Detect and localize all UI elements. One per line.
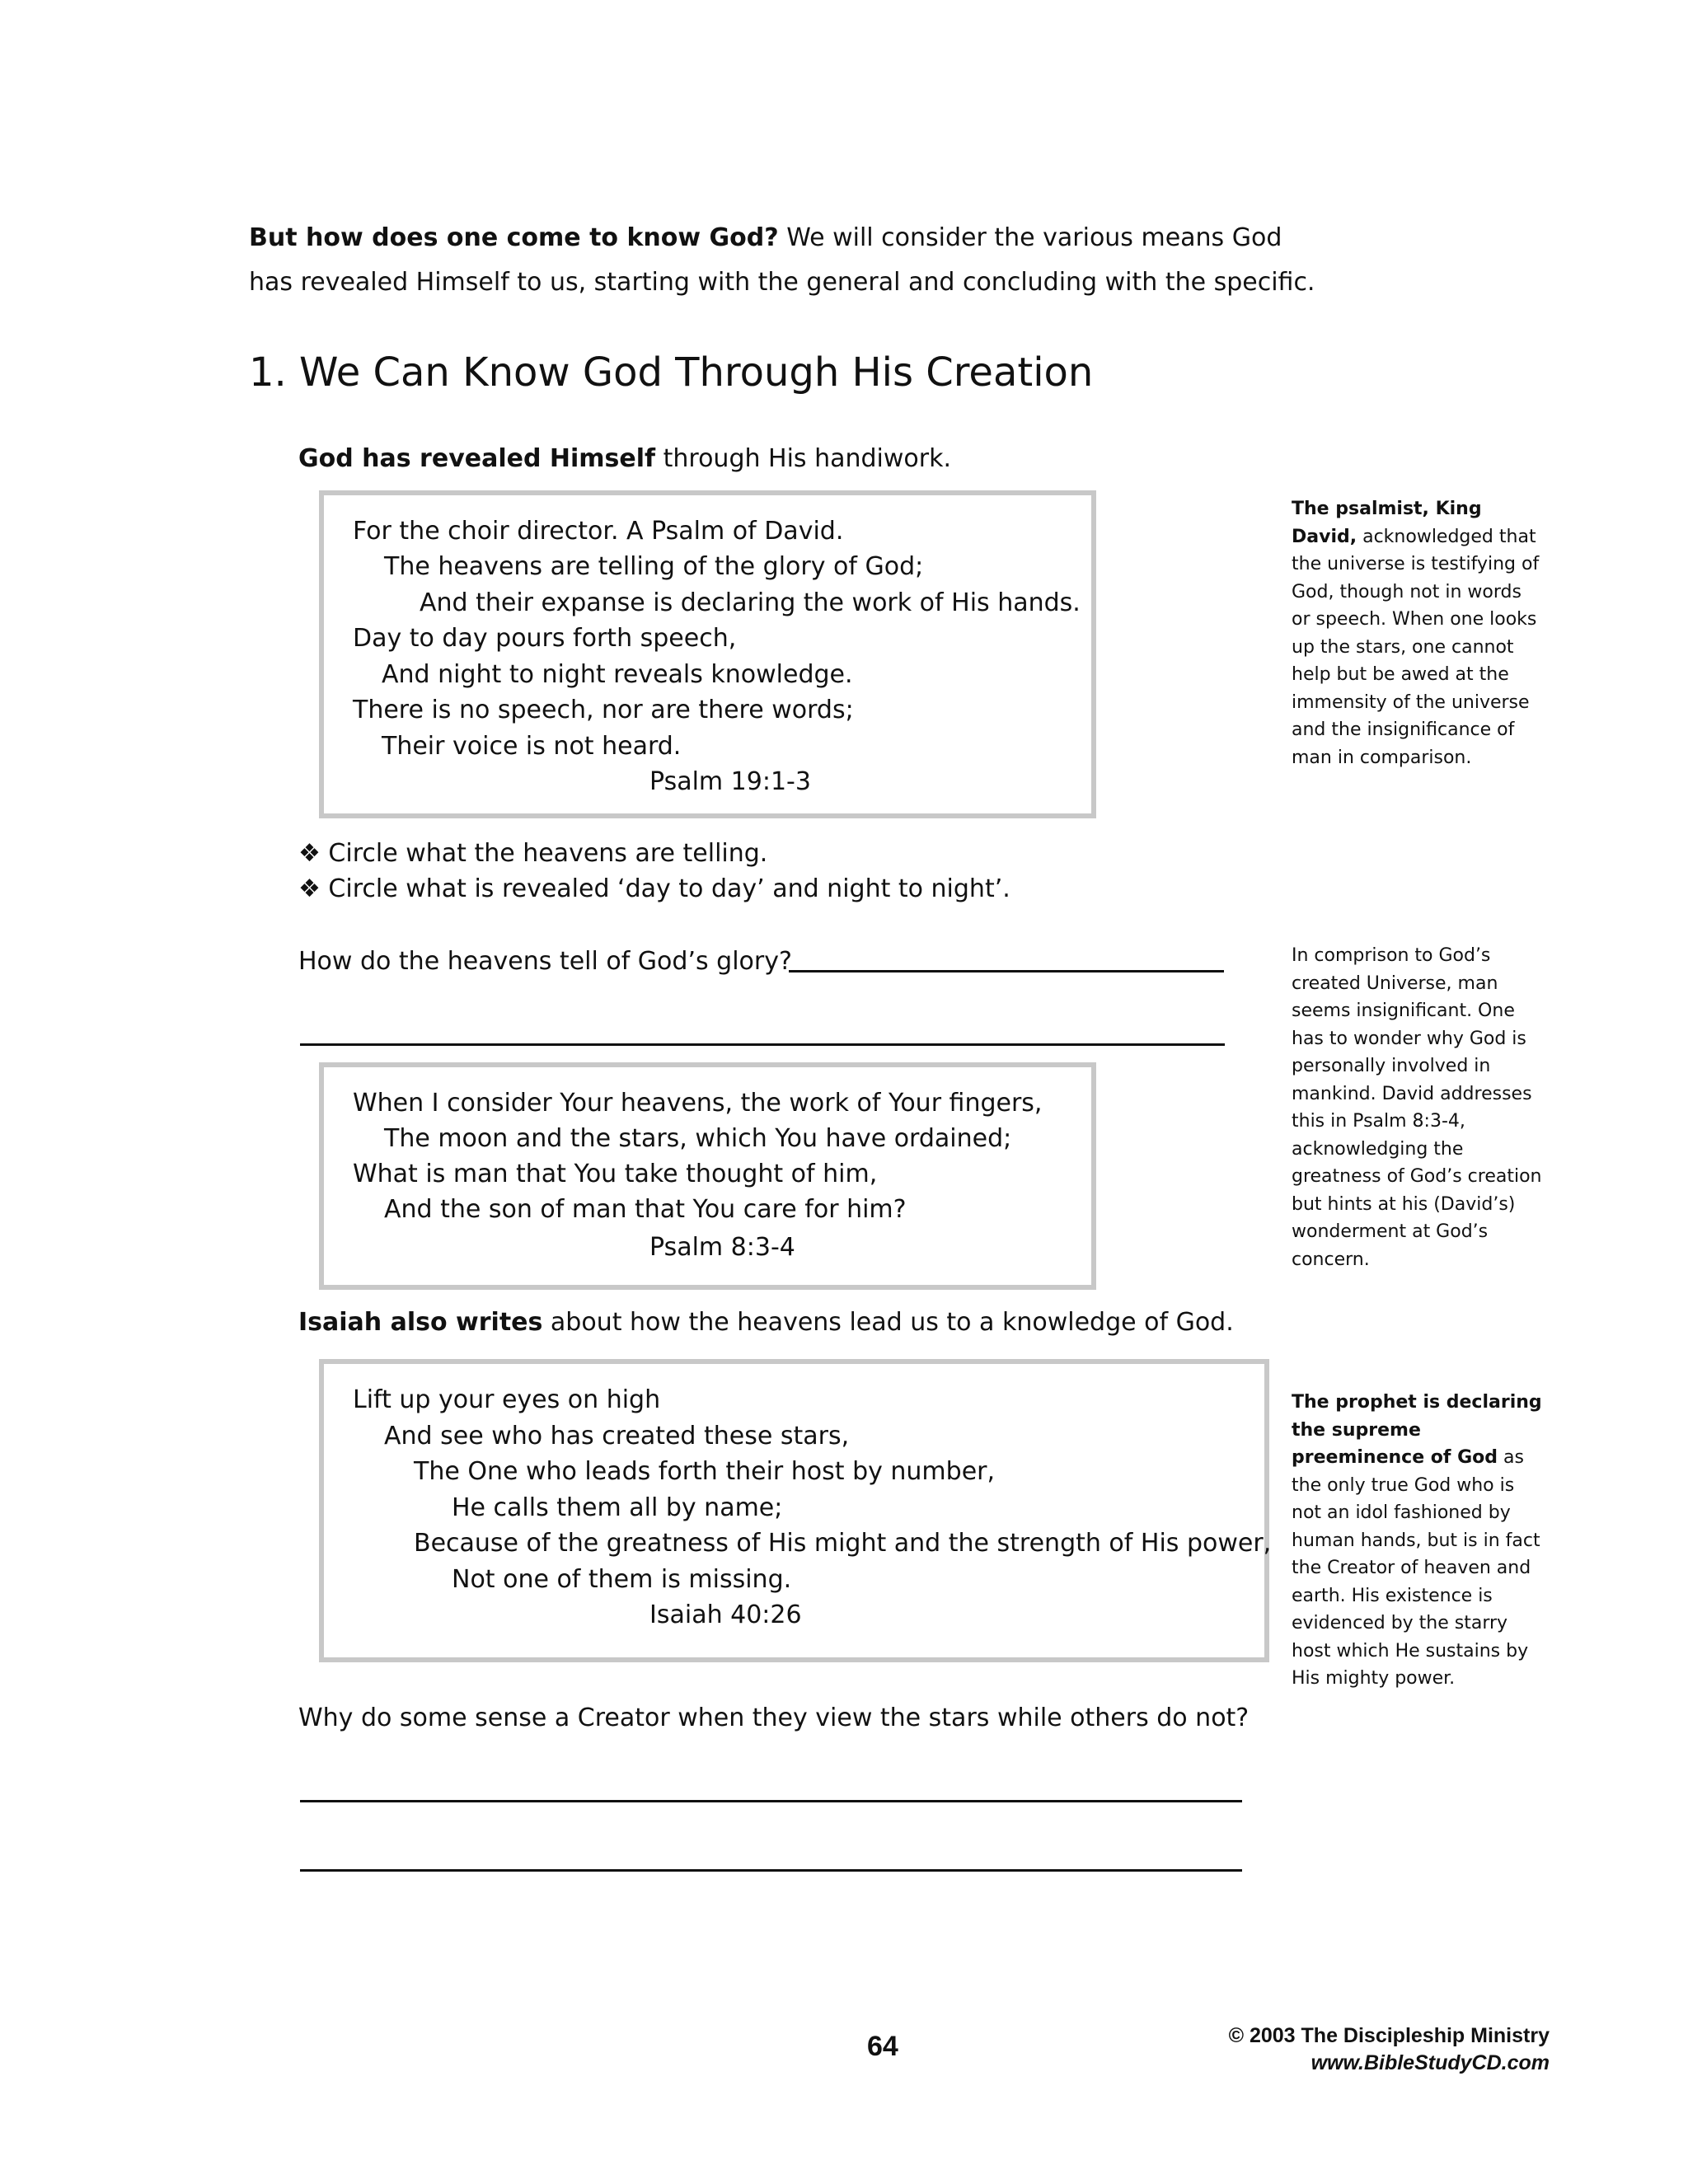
isaiah-quote-box — [319, 1359, 1272, 1662]
question-creator-stars: Why do some sense a Creator when they view the stars while others do not? — [298, 1704, 1250, 1732]
isaiah-intro — [298, 1301, 1234, 1345]
answer-line[interactable] — [300, 1869, 1242, 1872]
quote-line: The moon and the stars, which You have ordained; — [384, 1124, 1012, 1153]
isaiah-intro-bold: Isaiah also writes — [298, 1308, 543, 1337]
intro-paragraph — [249, 216, 1320, 305]
section-heading: 1. We Can Know God Through His Creation — [249, 349, 1094, 396]
quote-line: There is no speech, nor are there words; — [353, 696, 854, 724]
sidenote-prophet — [1292, 1389, 1543, 1693]
instructions-list — [298, 836, 1010, 907]
website-url: www.BibleStudyCD.com — [1311, 2051, 1550, 2074]
quote-line: And their expanse is declaring the work of His hands. — [420, 588, 1081, 617]
quote-line: And night to night reveals knowledge. — [382, 660, 853, 689]
psalm-8-quote-box — [319, 1062, 1096, 1290]
quote-line: Day to day pours forth speech, — [353, 624, 737, 653]
quote-reference: Psalm 19:1-3 — [649, 767, 811, 796]
footer-credits — [1229, 2022, 1550, 2077]
quote-line: Not one of them is missing. — [452, 1565, 792, 1594]
answer-line[interactable] — [300, 1800, 1242, 1802]
sidenote-bold: The prophet is declaring the supreme preeminence of God — [1292, 1392, 1542, 1468]
psalm-19-quote-box — [319, 490, 1096, 818]
quote-line: And see who has created these stars, — [384, 1422, 850, 1451]
sidenote-text: as the only true God who is not an idol fashioned by human hands, but is in fact the Creator of heaven and earth. His existence is evidenced by the starry host which He sustains by His mighty power. — [1292, 1447, 1540, 1689]
copyright-notice: © 2003 The Discipleship Ministry — [1228, 2024, 1550, 2047]
quote-line: The One who leads forth their host by number, — [414, 1457, 996, 1486]
page-number: 64 — [867, 2031, 898, 2062]
quote-line: Because of the greatness of His might and the strength of His power, — [414, 1529, 1272, 1558]
quote-reference: Psalm 8:3-4 — [649, 1233, 795, 1262]
quote-line: For the choir director. A Psalm of David. — [353, 517, 844, 546]
quote-line: And the son of man that You care for him? — [384, 1195, 907, 1224]
sidenote-bold: The psalmist, King David, — [1292, 499, 1482, 547]
quote-line: Their voice is not heard. — [382, 732, 682, 761]
quote-line: When I consider Your heavens, the work of Your fingers, — [353, 1089, 1043, 1118]
sidenote-text: acknowledged that the universe is testifying of God, though not in words or speech. When one looks up the stars, one cannot help but be awed at the immensity of the universe and the insignificance of man in comparison. — [1292, 526, 1540, 768]
handiwork-bold: God has revealed Himself — [298, 444, 656, 473]
answer-line[interactable] — [789, 970, 1224, 972]
intro-question: But how does one come to know God? — [249, 223, 779, 252]
question-heavens-glory: How do the heavens tell of God’s glory? — [298, 947, 792, 976]
answer-line[interactable] — [300, 1043, 1225, 1046]
instruction-item: ❖ Circle what is revealed ‘day to day’ and night to night’. — [298, 874, 1010, 903]
instruction-item: ❖ Circle what the heavens are telling. — [298, 839, 768, 868]
quote-line: He calls them all by name; — [452, 1493, 783, 1522]
isaiah-intro-text: about how the heavens lead us to a knowledge of God. — [542, 1308, 1234, 1337]
intro-text: We will consider the various means God has revealed Himself to us, starting with the general and concluding with the specific. — [249, 223, 1315, 297]
sidenote-comparison: In comprison to God’s created Universe, man seems insignificant. One has to wonder why God is personally involved in mankind. David addresses this in Psalm 8:3-4, acknowledging the greatness of God’s creation but hints at his (David’s) wonderment at God’s concern. — [1292, 945, 1542, 1270]
handiwork-text: through His handiwork. — [655, 444, 952, 473]
quote-line: Lift up your eyes on high — [353, 1385, 661, 1414]
quote-line: The heavens are telling of the glory of God; — [384, 552, 924, 581]
handiwork-statement — [298, 437, 951, 481]
quote-reference: Isaiah 40:26 — [649, 1601, 802, 1629]
sidenote-psalmist — [1292, 495, 1543, 771]
quote-line: What is man that You take thought of him, — [353, 1160, 878, 1188]
